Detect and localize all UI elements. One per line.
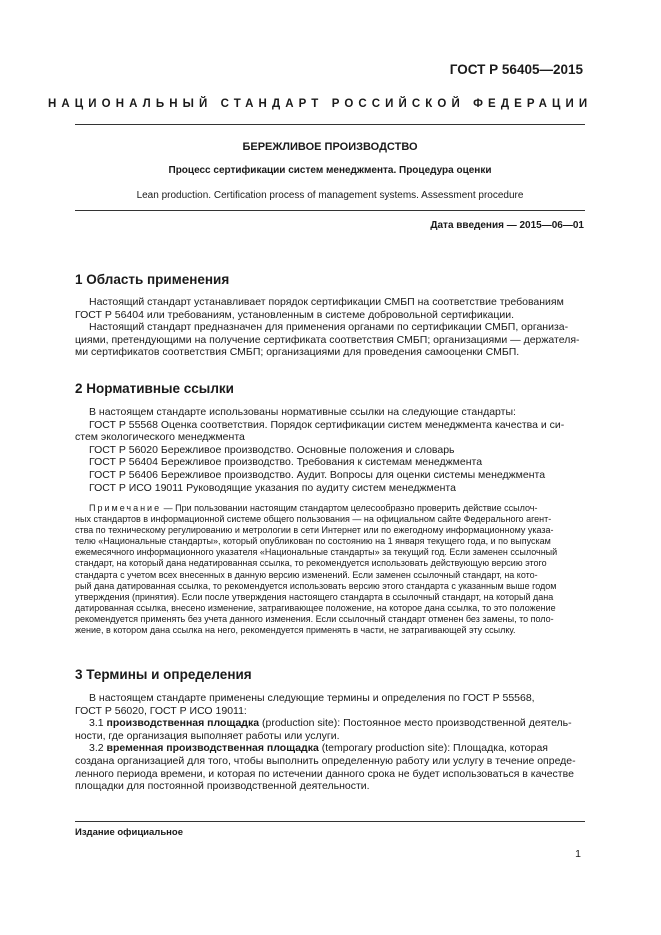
note-text: ежемесячного информационного указателя «Национальные стандарты» за текущий год. Если заменен ссылочный: [75, 547, 558, 558]
text-line: Настоящий стандарт предназначен для применения органами по сертификации СМБП, организа-: [89, 321, 569, 334]
footer-divider: [75, 821, 585, 822]
note-text: жение, в котором дана ссылка на него, рекомендуется применять в части, не затрагивающей эту ссылку.: [75, 625, 516, 636]
term-name: производственная площадка: [106, 717, 260, 730]
term-definition: (production site): Постоянное место производственной деятель-: [259, 717, 572, 730]
note-text: телю «Национальные стандарты», который опубликован по состоянию на 1 января текущего года, и по выпускам: [75, 536, 551, 547]
document-title: БЕРЕЖЛИВОЕ ПРОИЗВОДСТВО: [242, 141, 418, 153]
reference-line: ГОСТ Р 55568 Оценка соответствия. Порядок сертификации систем менеджмента качества и си-: [89, 418, 565, 431]
term-number: 3.1: [89, 717, 107, 730]
page-number: 1: [575, 848, 581, 860]
note: [75, 503, 585, 636]
term-name: временная производственная площадка: [106, 742, 319, 755]
reference-line: ГОСТ Р 56406 Бережливое производство. Аудит. Вопросы для оценки системы менеджмента: [89, 468, 546, 481]
term-number: 3.2: [89, 742, 107, 755]
paragraph: [75, 406, 585, 494]
text-line: Настоящий стандарт устанавливает порядок сертификации СМБП на соответствие требованиям: [89, 296, 564, 308]
document-subtitle: Процесс сертификации систем менеджмента. Процедура оценки: [168, 165, 492, 176]
text-line: ГОСТ Р 56020, ГОСТ Р ИСО 19011:: [75, 704, 247, 717]
text-line: ленного периода времени, и которая по истечении данного срока не будет использоваться в качестве: [75, 767, 574, 780]
note-text: стандарта с учетом всех внесенных в данную версию изменений. Если заменен ссылочный стандарт, на кото-: [75, 569, 538, 580]
reference-line: ГОСТ Р ИСО 19011 Руководящие указания по аудиту систем менеджмента: [89, 481, 456, 494]
section-heading: 1 Область применения: [75, 272, 230, 287]
english-title: Lean production. Certification process of management systems. Assessment procedure: [136, 190, 524, 201]
reference-line: ГОСТ Р 56404 Бережливое производство. Требования к системам менеджмента: [89, 456, 483, 469]
text-line: создана организацией для того, чтобы выполнить определенную работу или услугу в течение опреде-: [75, 754, 576, 767]
note-text: ных стандартов в информационной системе общего пользования — на официальном сайте Федерального агент-: [75, 514, 552, 525]
divider: [75, 124, 585, 125]
note-label: Примечание: [89, 503, 162, 513]
section-heading: 3 Термины и определения: [75, 667, 252, 682]
term-3-1: [75, 717, 585, 730]
paragraph: [75, 692, 585, 793]
introduction-date: Дата введения — 2015—06—01: [430, 220, 584, 231]
text-line: ми сертификатов соответствия СМБП; организациями для проведения самооценки СМБП.: [75, 346, 520, 359]
divider: [75, 210, 585, 211]
standard-number: ГОСТ Р 56405—2015: [449, 62, 583, 77]
note-text: датированная ссылка, внесено изменение, затрагивающее положение, на которое дана ссылка, то это положение: [75, 602, 556, 613]
note-text: стандарт, на который дана недатированная ссылка, то рекомендуется использовать действующую версию этого: [75, 558, 547, 569]
reference-line: стем экологического менеджмента: [75, 431, 245, 444]
text-line: площадки для постоянной производственной деятельности.: [75, 780, 370, 793]
text-line: В настоящем стандарте использованы нормативные ссылки на следующие стандарты:: [89, 406, 516, 418]
note-text: рый дана датированная ссылка, то рекомендуется использовать версию этого стандарта с указанным выше годом: [75, 580, 557, 591]
text-line: циями, претендующими на получение сертификата соответствия СМБП; организациями — держателя-: [75, 333, 580, 346]
note-text: рекомендуется применять без учета данного изменения. Если ссылочный стандарт отменен без замены, то поло-: [75, 613, 554, 624]
paragraph: [75, 296, 585, 359]
note-text: ства по техническому регулированию и метрологии в сети Интернет или по ежегодному информационному указа-: [75, 525, 554, 536]
national-standard-title: НАЦИОНАЛЬНЫЙ СТАНДАРТ РОССИЙСКОЙ ФЕДЕРАЦИИ: [48, 98, 593, 110]
section-heading: 2 Нормативные ссылки: [75, 381, 234, 396]
note-text: — При пользовании настоящим стандартом целесообразно проверить действие ссылоч-: [161, 503, 538, 513]
reference-line: ГОСТ Р 56020 Бережливое производство. Основные положения и словарь: [89, 443, 455, 456]
note-text: утверждения (принятия). Если после утверждения настоящего стандарта в ссылочный стандарт, на который дана: [75, 591, 554, 602]
text-line: ности, где организация выполняет работы или услуги.: [75, 729, 340, 742]
text-line: ГОСТ Р 56404 или требованиям, установленным в системе добровольной сертификации.: [75, 308, 515, 321]
term-3-2: [75, 742, 585, 755]
term-definition: (temporary production site): Площадка, которая: [318, 742, 548, 755]
edition-label: Издание официальное: [75, 827, 183, 838]
text-line: В настоящем стандарте применены следующие термины и определения по ГОСТ Р 55568,: [89, 692, 535, 704]
